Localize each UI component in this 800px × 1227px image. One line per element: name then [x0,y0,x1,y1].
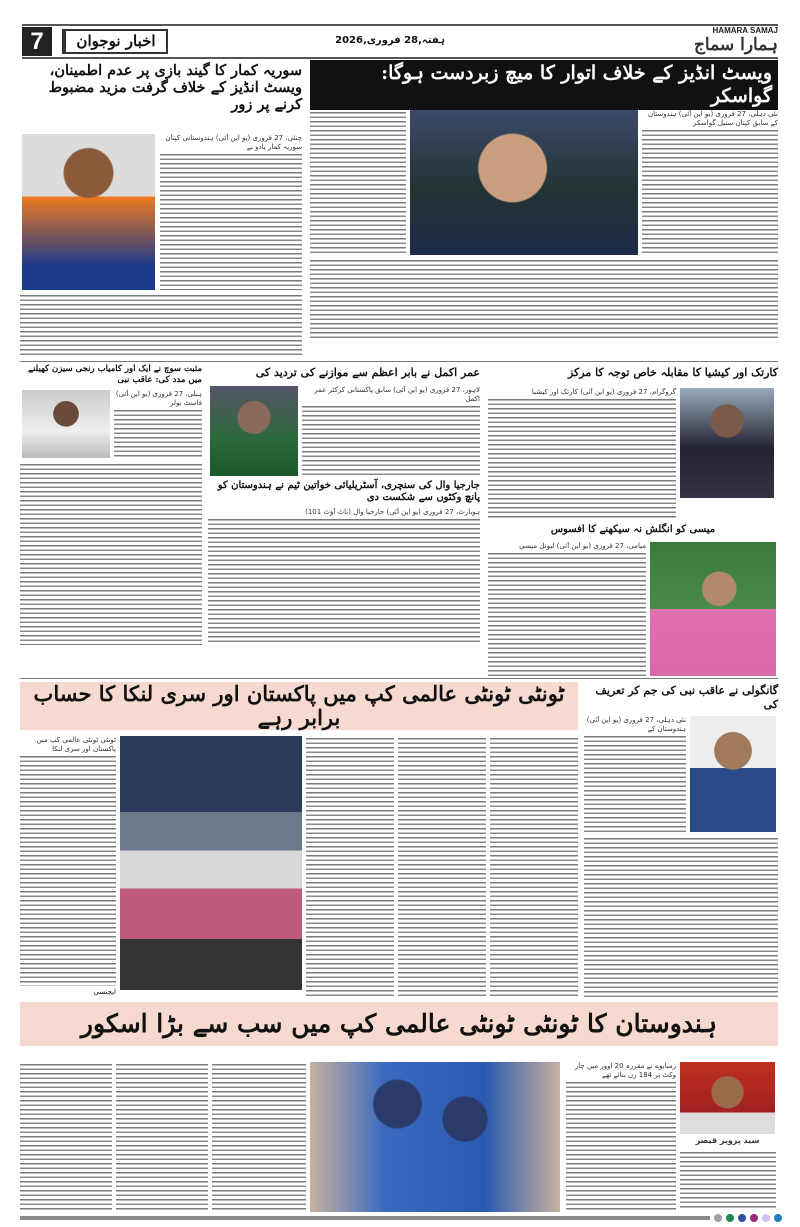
umar-body [302,386,480,476]
kartik-photo [680,388,774,498]
pak-sl-body-col1 [20,736,116,986]
umar-headline: عمر اکمل نے بابر اعظم سے موازنے کی تردید کی [255,366,480,379]
color-dot [762,1214,770,1222]
positive-body-col2 [20,462,202,645]
pak-sl-body-col3 [398,736,486,998]
footer-bar [20,1216,710,1220]
color-dot [714,1214,722,1222]
ganguly-headline: گانگولی نے عاقب نبی کی جم کر تعریف کی [595,684,778,711]
india-score-body-col1 [566,1062,676,1212]
kartik-headline: کارتک اور کیشیا کا مقابلہ خاص توجہ کا مرکز [567,366,778,379]
messi-photo [650,542,776,676]
stadium-photo [120,736,302,990]
kartik-body [488,388,676,518]
positive-body-col1 [114,390,202,458]
pak-sl-body-col4 [490,736,578,998]
india-score-lead: زمبابوے نے مقررہ 20 اوور میں چار وکٹ پر 184 رن بنائے تھے [566,1062,676,1080]
messi-body [488,542,646,676]
header-rule-bottom [22,57,778,59]
suryakumar-body-col1 [160,134,302,290]
india-score-body-col3 [116,1062,208,1212]
gavaskar-photo [410,110,638,255]
auqib-photo [22,390,110,458]
messi-lead: میامی، 27 فروری (یو این آئی) لیونل میسی [488,542,646,551]
ganguly-lead: نئی دہلی، 27 فروری (یو این آئی) ہندوستان کے [584,716,686,734]
suryakumar-body-col2 [20,293,302,358]
georgia-headline: جارجیا وال کی سنچری، آسٹریلیائی خواتین ٹیم نے ہندوستان کو پانچ وکٹوں سے شکست دی [217,480,480,503]
positive-lead: ہبلی، 27 فروری (یو این آئی) فاسٹ بولر [115,390,202,407]
ganguly-body-col2 [584,836,778,998]
section-title: اخبار نوجوان [62,29,168,54]
india-batsmen-photo [310,1062,560,1212]
page-number: 7 [22,27,52,56]
suryakumar-headline: سوریہ کمار کا گیند بازی پر عدم اطمینان، ویسٹ انڈیز کے خلاف گرفت مزید مضبوط کرنے پر زور [48,62,302,113]
gavaskar-lead: نئی دہلی، 27 فروری (یو این آئی) ہندوستان کے سابق کپتان سنیل گواسکر [642,110,778,128]
gavaskar-body-col3 [310,258,778,340]
color-dot [750,1214,758,1222]
ganguly-body-col1 [584,716,686,832]
positive-headline: مثبت سوچ نے ایک اور کامیاب رنجی سیزن کھیلنے میں مدد کی: عاقب نبی [28,364,202,385]
georgia-body [208,508,480,645]
section-divider [20,678,778,679]
india-score-body-col4 [20,1062,112,1212]
pak-sl-headline: ٹونٹی ٹونٹی عالمی کپ میں پاکستان اور سری لنکا کا حساب برابر رہے [20,682,578,730]
section-divider [20,361,778,362]
umar-photo [210,386,298,476]
india-score-headline: ہندوستان کا ٹونٹی ٹونٹی عالمی کپ میں سب سے بڑا اسکور [20,1002,778,1046]
newspaper-logo: HAMARA SAMAJ ہمارا سماج [693,26,778,55]
messi-headline: میسی کو انگلش نہ سیکھنے کا افسوس [550,524,716,535]
umar-lead: لاہور، 27 فروری (یو این آئی) سابق پاکستانی کرکٹر عمر اکمل [302,386,480,404]
color-dot [774,1214,782,1222]
india-score-body-col1b [680,1150,776,1210]
color-dot [738,1214,746,1222]
gavaskar-body-col2 [310,110,406,255]
gavaskar-body-col1 [642,110,778,255]
author-photo [680,1062,775,1134]
suryakumar-lead: چنئی، 27 فروری (یو این آئی) ہندوستانی کپتان سوریہ کمار یادو نے [160,134,302,152]
author-name: سید پرویز قیصر [695,1136,760,1145]
kartik-lead: گروگرام، 27 فروری (یو این آئی) کارتک اور کیشیا [488,388,676,397]
issue-date: ہفتہ,28 فروری,2026 [335,35,445,46]
ganguly-photo [690,716,776,832]
pak-sl-lead: ٹونٹی ٹونٹی عالمی کپ میں پاکستان اور سری لنکا [20,736,116,754]
georgia-lead: ہوبارٹ، 27 فروری (یو این آئی) جارجیا وال (ناٹ آؤٹ 101) [208,508,480,517]
india-score-body-col2 [212,1062,306,1212]
color-dot [726,1214,734,1222]
pak-sl-byline: ایجنسی [93,988,116,996]
pak-sl-body-col2 [306,736,394,998]
footer-color-dots [714,1214,782,1222]
suryakumar-photo [22,134,155,290]
gavaskar-headline: ویسٹ انڈیز کے خلاف اتوار کا میچ زبردست ہوگا: گواسکر [310,60,778,110]
